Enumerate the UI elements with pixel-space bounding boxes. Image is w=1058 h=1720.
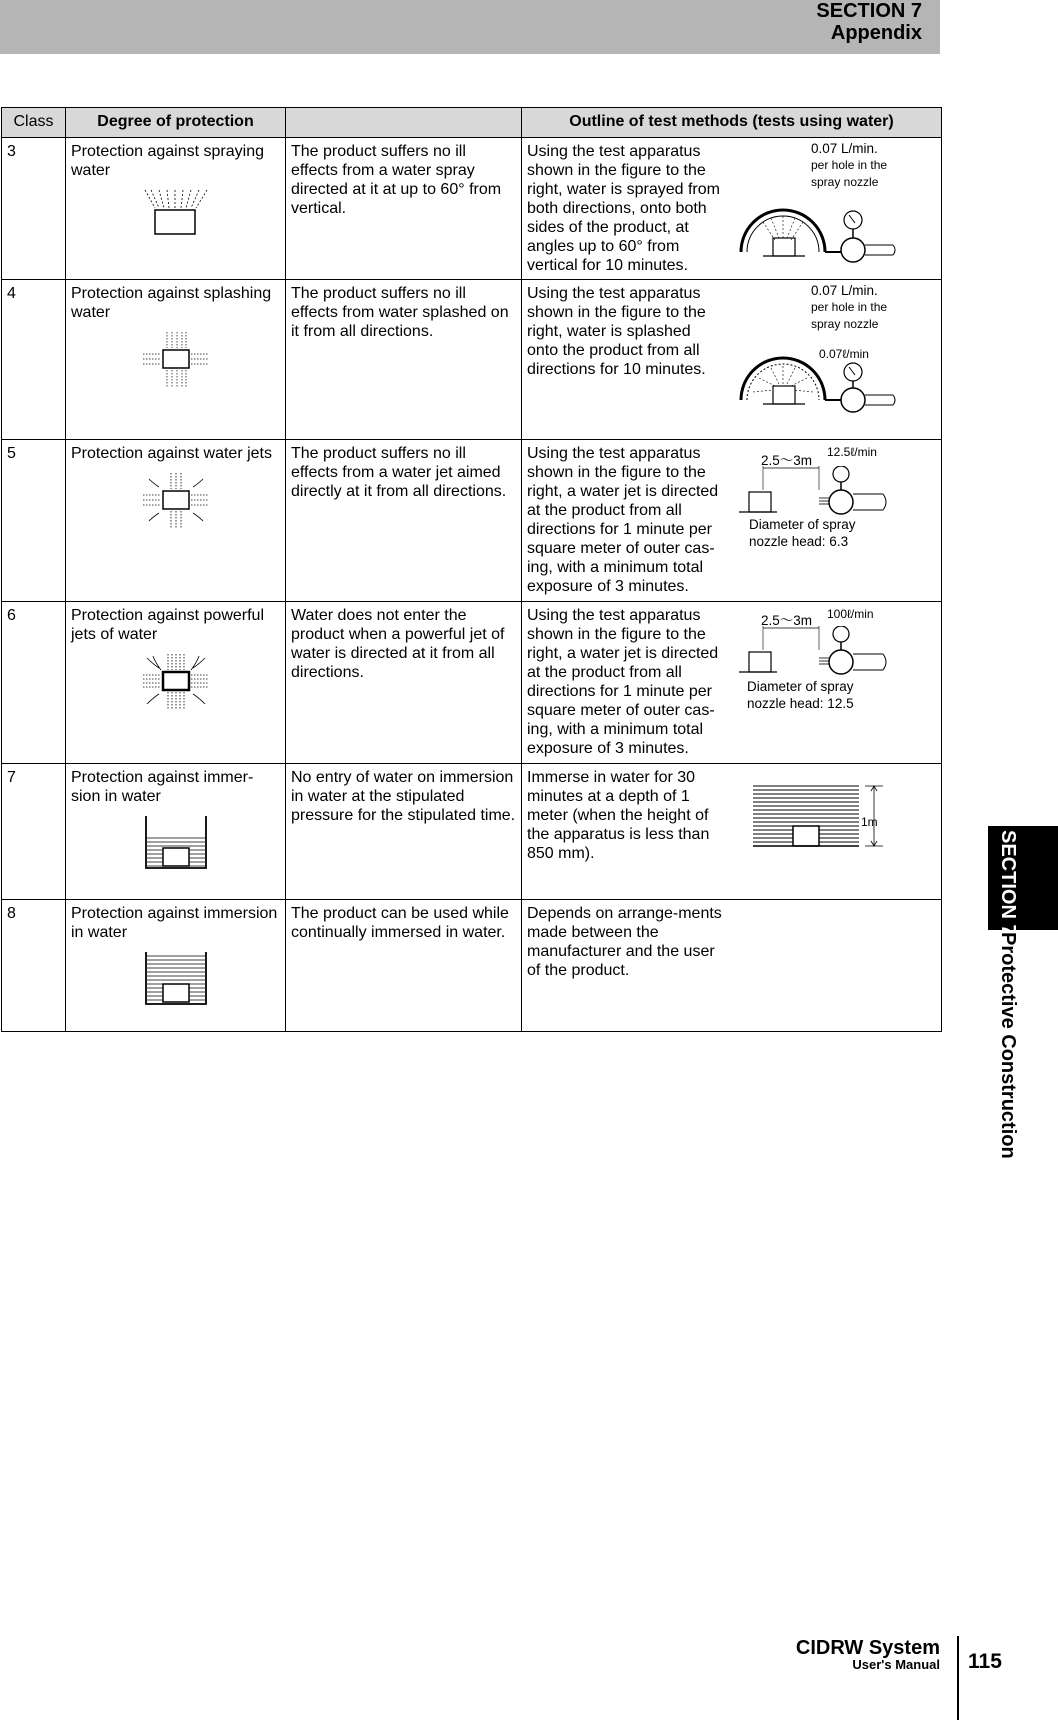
fig-label-distance: 2.5～3m [761, 613, 813, 628]
header-degree: Degree of protection [66, 108, 286, 138]
degree-cell [66, 602, 286, 764]
degree-text: Protection against immer-sion in water [71, 769, 254, 805]
fig-label-nozzle: spray nozzle [811, 175, 879, 189]
jet-icon [141, 471, 211, 531]
header-bar [0, 0, 940, 54]
degree-text: Protection against spraying water [71, 143, 264, 179]
side-tab-section: SECTION 7 [997, 830, 1019, 936]
outline-cell [522, 440, 942, 602]
description-cell: The product can be used while continually immersed in water. [286, 900, 522, 1032]
table-row [2, 280, 942, 440]
fig-label-flow-rate: 100ℓ/min [827, 607, 874, 621]
fig-label-flow-rate: 0.07ℓ/min [819, 347, 869, 361]
header-class: Class [2, 108, 66, 138]
footer-divider [957, 1636, 959, 1720]
fig-label-per-hole: per hole in the [811, 300, 888, 314]
description-cell: The product suffers no ill effects from water splashed on it from all directions. [286, 280, 522, 440]
footer-brand [796, 1638, 940, 1671]
spray-icon [141, 188, 211, 238]
fig-label-distance: 2.5～3m [761, 453, 813, 468]
degree-text: Protection against immersion in water [71, 905, 278, 941]
degree-text: Protection against splashing water [71, 285, 272, 321]
footer-brand-name: CIDRW System [795, 1637, 940, 1659]
header-outline: Outline of test methods (tests using water) [522, 108, 942, 138]
immersion-icon [143, 814, 209, 870]
fig-label-flow: 0.07 L/min. [811, 283, 878, 298]
powerful-jet-apparatus-icon [733, 626, 933, 676]
table-row [2, 602, 942, 764]
table-row [2, 440, 942, 602]
degree-cell [66, 138, 286, 280]
splash-apparatus-icon [733, 356, 933, 436]
outline-text: Immerse in water for 30 minutes at a depth of 1 meter (when the height of the apparatus is less than 850 mm). [527, 769, 710, 862]
fig-label-per-hole: per hole in the [811, 158, 888, 172]
table-row [2, 138, 942, 280]
splash-icon [141, 330, 211, 390]
footer-manual-label: User's Manual [852, 1657, 940, 1672]
class-cell: 6 [2, 602, 66, 764]
outline-cell [522, 900, 942, 1032]
class-cell: 5 [2, 440, 66, 602]
header-blank [286, 108, 522, 138]
side-tab-title: Protective Construction [997, 932, 1019, 1159]
page-number: 115 [968, 1650, 1002, 1673]
fig-label-nozzle: spray nozzle [811, 317, 879, 331]
class-cell: 3 [2, 138, 66, 280]
protection-table [1, 107, 942, 1032]
outline-text: Using the test apparatus shown in the figure to the right, a water jet is directed at the product from all directions for 1 minute per square meter of outer cas-ing, with a minimum total exposure of 3 minutes. [527, 607, 719, 757]
outline-cell [522, 138, 942, 280]
outline-cell [522, 764, 942, 900]
fig-label-depth: 1m [861, 815, 878, 829]
splash-apparatus-figure [723, 284, 936, 379]
immersion-apparatus-figure [723, 768, 936, 863]
outline-text: Depends on arrange-ments made between the manufacturer and the user of the product. [527, 905, 722, 979]
degree-text: Protection against powerful jets of water [71, 607, 264, 643]
degree-cell [66, 764, 286, 900]
outline-cell [522, 280, 942, 440]
fig-label-diameter: Diameter of spray [749, 517, 856, 532]
fig-label-flow-rate: 12.5ℓ/min [827, 445, 877, 459]
class-cell: 4 [2, 280, 66, 440]
degree-cell [66, 280, 286, 440]
continuous-immersion-icon [143, 950, 209, 1006]
header-section: SECTION 7 [816, 0, 922, 22]
fig-label-flow: 0.07 L/min. [811, 141, 878, 156]
degree-cell [66, 900, 286, 1032]
outline-text: Using the test apparatus shown in the figure to the right, a water jet is directed at the product from all directions for 1 minute per square meter of outer cas-ing, with a minimum total exposure of 3 minutes. [527, 445, 719, 595]
table-header-row [2, 108, 942, 138]
description-cell: The product suffers no ill effects from a water spray directed at it at up to 60° from vertical. [286, 138, 522, 280]
powerful-jet-icon [141, 652, 211, 712]
section-side-label [991, 830, 1025, 1159]
outline-text: Using the test apparatus shown in the figure to the right, water is splashed onto the product from all directions for 10 minutes. [527, 285, 706, 378]
fig-label-nozzle-head: nozzle head: 12.5 [747, 696, 854, 711]
immersion-apparatus-icon [751, 782, 891, 856]
jet-apparatus-icon [733, 466, 933, 516]
table-row [2, 900, 942, 1032]
fig-label-nozzle-head: nozzle head: 6.3 [749, 534, 849, 549]
spray-apparatus-figure [723, 142, 936, 275]
outline-text: Using the test apparatus shown in the figure to the right, water is sprayed from both directions, onto both sides of the product, at angles up to 60° from vertical for 10 minutes. [527, 143, 720, 274]
jet-apparatus-figure [723, 444, 936, 596]
outline-cell [522, 602, 942, 764]
class-cell: 8 [2, 900, 66, 1032]
spray-apparatus-icon [733, 192, 933, 272]
fig-label-diameter: Diameter of spray [747, 679, 854, 694]
description-cell: The product suffers no ill effects from a water jet aimed directly at it from all directions. [286, 440, 522, 602]
description-cell: Water does not enter the product when a powerful jet of water is directed at it from all directions. [286, 602, 522, 764]
header-title: Appendix [830, 22, 922, 44]
degree-cell [66, 440, 286, 602]
class-cell: 7 [2, 764, 66, 900]
description-cell: No entry of water on immersion in water at the stipulated pressure for the stipulated time. [286, 764, 522, 900]
table-row [2, 764, 942, 900]
degree-text: Protection against water jets [71, 445, 272, 462]
powerful-jet-apparatus-figure [723, 606, 936, 758]
header-section-label [816, 0, 922, 44]
